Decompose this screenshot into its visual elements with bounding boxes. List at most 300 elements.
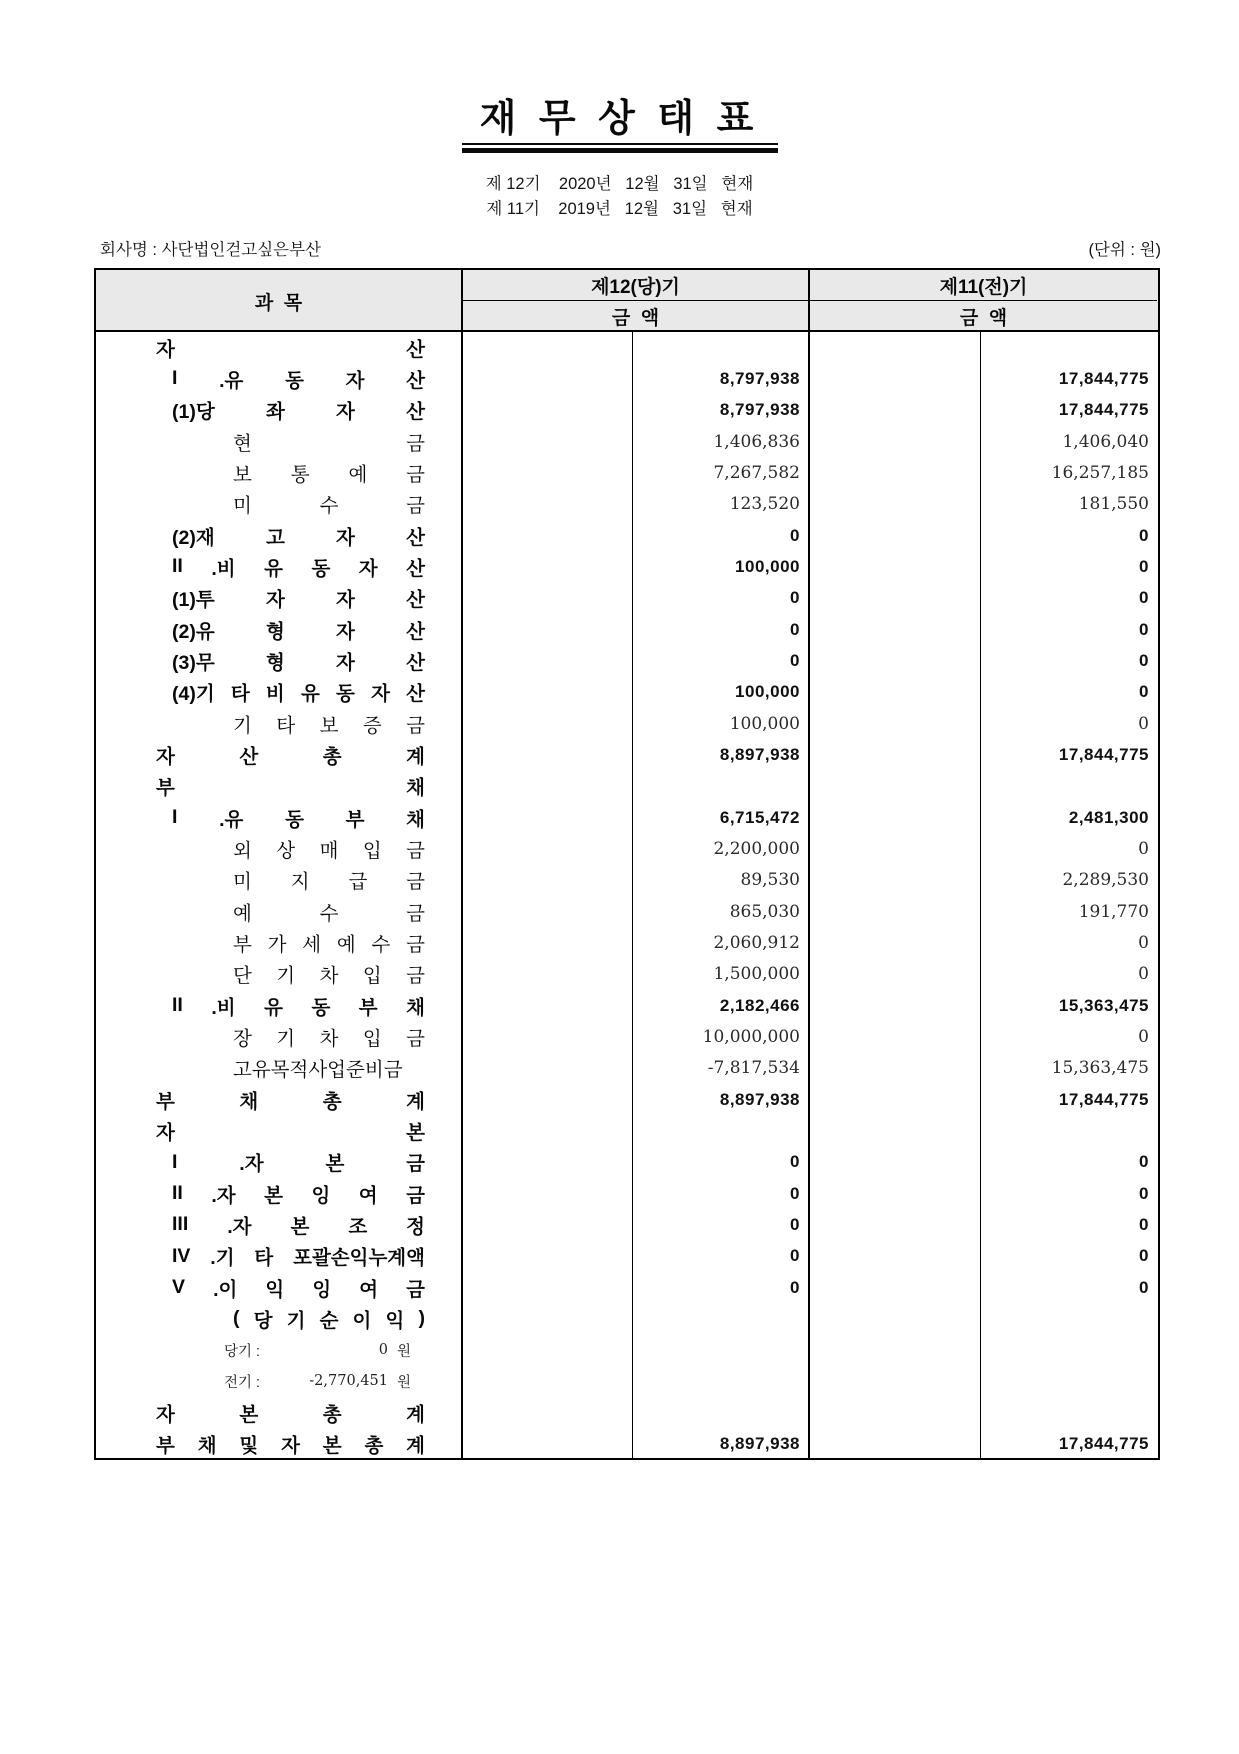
amount-prior [981, 1397, 1157, 1428]
amount-current: 0 [633, 1178, 810, 1209]
spacer-cell-prior [810, 551, 981, 582]
account-cell [96, 551, 463, 582]
spacer-cell-prior [810, 802, 981, 833]
account-token: .비 [211, 996, 236, 1019]
amount-prior: 1,406,040 [1062, 431, 1149, 452]
table-row [96, 1428, 1158, 1459]
account-token: .자 [239, 1153, 264, 1176]
account-token: 예 [348, 463, 368, 486]
account-token: I [172, 367, 178, 390]
account-token: 산 [406, 338, 425, 361]
amount-current: 0 [633, 583, 810, 614]
account-token: 산 [239, 745, 259, 768]
spacer-cell-current [463, 1147, 633, 1178]
title-underline [462, 143, 778, 153]
table-row [96, 1272, 1158, 1303]
account-token: 가 [267, 933, 287, 956]
spacer-cell-current [463, 1053, 633, 1084]
account-token: 입 [362, 839, 382, 862]
amount-current: 100,000 [633, 708, 810, 739]
account-token: (1)투 [172, 589, 215, 612]
table-row [96, 677, 1158, 708]
amount-current: 865,030 [633, 896, 810, 927]
company-name: 회사명 : 사단법인걷고싶은부산 [100, 241, 321, 259]
account-token: 차 [319, 965, 339, 988]
account-cell [96, 927, 463, 958]
spacer-cell-current [463, 990, 633, 1021]
spacer-cell-prior [810, 1053, 981, 1084]
table-row [96, 426, 1158, 457]
spacer-cell-prior [810, 927, 981, 958]
amount-prior: 16,257,185 [1051, 462, 1149, 483]
account-token: 산 [406, 683, 425, 706]
table-row [96, 1241, 1158, 1272]
amount-current: 1,406,836 [633, 426, 810, 457]
amount-current [633, 1397, 810, 1428]
table-row [96, 927, 1158, 958]
amount-current: 0 [633, 1209, 810, 1240]
account-token: 현 [233, 432, 252, 455]
account-token: 자 [336, 526, 355, 549]
period-line-prior: 제 11기 2019년 12월 31일 현재 [486, 200, 753, 218]
amount-prior [981, 1115, 1157, 1146]
account-token: 자 [358, 557, 378, 580]
account-token: 산 [406, 369, 425, 392]
table-row [96, 1303, 1158, 1334]
account-token: 예 [233, 902, 252, 925]
account-token: 채 [197, 1435, 217, 1458]
account-token: 자 [336, 589, 355, 612]
amount-prior: 17,844,775 [1058, 1434, 1149, 1454]
account-token: 부 [156, 1090, 175, 1113]
spacer-cell-prior [810, 865, 981, 896]
spacer-cell-current [463, 708, 633, 739]
spacer-cell-prior [810, 1335, 981, 1366]
amount-current: 0 [633, 1241, 810, 1272]
amount-prior: 0 [1138, 932, 1149, 953]
account-token: 익 [265, 1278, 285, 1301]
amount-prior: 0 [1139, 682, 1149, 702]
account-cell [96, 1084, 463, 1115]
account-token: 부 [358, 996, 378, 1019]
account-token: (2)재 [172, 526, 215, 549]
amount-prior: 15,363,475 [1051, 1058, 1149, 1079]
spacer-cell-current [463, 583, 633, 614]
account-token: 부 [233, 933, 252, 956]
amount-current: 100,000 [633, 677, 810, 708]
account-token: 산 [406, 589, 425, 612]
account-token: 기 [276, 1027, 296, 1050]
amount-current: 8,897,938 [633, 739, 810, 770]
spacer-cell-prior [810, 990, 981, 1021]
table-row [96, 865, 1158, 896]
note-label: 당기 : [224, 1343, 261, 1360]
account-token: 채 [406, 808, 425, 831]
account-cell [96, 1366, 463, 1397]
amount-current: 0 [633, 1147, 810, 1178]
amount-prior: 0 [1139, 619, 1149, 639]
title-underline-thin [462, 143, 778, 145]
amount-prior: 0 [1139, 556, 1149, 576]
spacer-cell-prior [810, 1397, 981, 1428]
account-cell [96, 896, 463, 927]
account-token: 금 [406, 463, 425, 486]
amount-current: 2,060,912 [633, 927, 810, 958]
period-line-current: 제 12기 2020년 12월 31일 현재 [485, 175, 754, 193]
account-token: 조 [348, 1215, 368, 1238]
spacer-cell-current [463, 457, 633, 488]
account-cell [96, 1397, 463, 1428]
amount-prior [981, 1335, 1157, 1366]
account-token: 본 [322, 1435, 342, 1458]
spacer-cell-current [463, 802, 633, 833]
table-row [96, 896, 1158, 927]
account-token: .자 [227, 1215, 252, 1238]
amount-current: 10,000,000 [633, 1021, 810, 1052]
spacer-cell-current [463, 1021, 633, 1052]
amount-current: 7,267,582 [633, 457, 810, 488]
note-amount: 0 [378, 1342, 388, 1359]
amount-current [633, 1303, 810, 1334]
account-token: 계 [406, 1435, 425, 1458]
account-cell [96, 865, 463, 896]
spacer-cell-prior [810, 1115, 981, 1146]
account-cell [96, 1178, 463, 1209]
account-cell [96, 708, 463, 739]
amount-current: 123,520 [633, 489, 810, 520]
account-token: 수 [371, 933, 391, 956]
account-token: (2)유 [172, 620, 215, 643]
table-row [96, 457, 1158, 488]
account-token: 금 [406, 1153, 425, 1176]
account-token: 총 [322, 1090, 342, 1113]
account-token: 통 [290, 463, 310, 486]
account-token: 동 [311, 996, 331, 1019]
spacer-cell-current [463, 771, 633, 802]
account-token: 유 [300, 683, 320, 706]
account-token: ( [233, 1307, 240, 1330]
table-row [96, 363, 1158, 394]
account-token: (4)기 [172, 683, 215, 706]
spacer-cell-current [463, 395, 633, 426]
unit-note: (단위 : 원) [1088, 241, 1161, 259]
header-amount-current: 금 액 [463, 301, 810, 332]
account-token: 단 [233, 965, 252, 988]
spacer-cell-prior [810, 1303, 981, 1334]
account-cell [96, 426, 463, 457]
amount-current: 8,897,938 [633, 1428, 810, 1459]
table-row [96, 739, 1158, 770]
spacer-cell-prior [810, 1021, 981, 1052]
table-row [96, 1084, 1158, 1115]
note-amount: -2,770,451 [309, 1373, 388, 1390]
account-token: .유 [219, 369, 244, 392]
spacer-cell-current [463, 645, 633, 676]
spacer-cell-current [463, 739, 633, 770]
account-token: IV [172, 1244, 191, 1267]
account-token: 부 [156, 777, 175, 800]
account-token: 금 [406, 714, 425, 737]
account-cell [96, 457, 463, 488]
account-token: 금 [406, 1027, 425, 1050]
spacer-cell-current [463, 677, 633, 708]
table-row [96, 645, 1158, 676]
account-token: 기 [276, 965, 296, 988]
account-cell [96, 332, 463, 363]
account-token: 유 [264, 557, 283, 580]
account-token: 본 [325, 1153, 345, 1176]
spacer-cell-current [463, 833, 633, 864]
account-token: 산 [406, 557, 425, 580]
spacer-cell-current [463, 1241, 633, 1272]
amount-current: -7,817,534 [633, 1053, 810, 1084]
account-token: 금 [406, 432, 425, 455]
account-token: .기 [210, 1247, 235, 1270]
account-cell [96, 1115, 463, 1146]
account-token: 정 [406, 1215, 425, 1238]
table-row [96, 1209, 1158, 1240]
account-token: 자 [156, 1121, 175, 1144]
account-token: .자 [211, 1184, 236, 1207]
amount-current [633, 1335, 810, 1366]
account-token: 타 [276, 714, 296, 737]
account-token: 급 [348, 871, 368, 894]
account-token: 금 [406, 871, 425, 894]
spacer-cell-prior [810, 1428, 981, 1459]
spacer-cell-current [463, 332, 633, 363]
account-token: 미 [233, 495, 252, 518]
account-token: 상 [276, 839, 296, 862]
account-cell [96, 1303, 463, 1334]
account-token: 채 [239, 1090, 259, 1113]
account-cell [96, 739, 463, 770]
amount-current: 1,500,000 [633, 959, 810, 990]
amount-prior: 0 [1139, 1183, 1149, 1203]
account-token: 당 [253, 1309, 273, 1332]
account-cell [96, 802, 463, 833]
table-row [96, 614, 1158, 645]
table-row [96, 1147, 1158, 1178]
account-token: 수 [319, 495, 339, 518]
amount-current: 8,797,938 [633, 395, 810, 426]
account-cell [96, 363, 463, 394]
account-cell [96, 1428, 463, 1459]
account-token: I [172, 806, 178, 829]
account-cell [96, 1147, 463, 1178]
table-row [96, 1397, 1158, 1428]
header-current-period: 제12(당)기 [463, 270, 810, 301]
spacer-cell-current [463, 927, 633, 958]
amount-prior: 17,844,775 [1058, 400, 1149, 420]
table-row [96, 520, 1158, 551]
account-token: 금 [406, 839, 425, 862]
account-token: 자 [281, 1435, 300, 1458]
spacer-cell-current [463, 363, 633, 394]
table-row [96, 1115, 1158, 1146]
table-row [96, 1366, 1158, 1397]
amount-prior: 2,481,300 [1068, 807, 1149, 827]
spacer-cell-current [463, 1178, 633, 1209]
account-token: 이 [352, 1309, 372, 1332]
account-token: 동 [285, 369, 304, 392]
account-token: 보 [319, 714, 339, 737]
account-cell [96, 583, 463, 614]
account-token: 자 [156, 1403, 175, 1426]
spacer-cell-prior [810, 614, 981, 645]
table-body [96, 332, 1158, 1460]
amount-prior: 0 [1139, 1152, 1149, 1172]
table-row [96, 583, 1158, 614]
amount-prior: 0 [1138, 713, 1149, 734]
account-token: 금 [406, 1278, 425, 1301]
amount-current: 6,715,472 [633, 802, 810, 833]
spacer-cell-current [463, 520, 633, 551]
account-cell [96, 1335, 463, 1366]
account-token: 좌 [265, 401, 285, 424]
spacer-cell-current [463, 1428, 633, 1459]
title-block [0, 96, 1239, 153]
note-unit: 원 [396, 1374, 411, 1391]
account-token: 수 [319, 902, 339, 925]
spacer-cell-current [463, 959, 633, 990]
account-token: (1)당 [172, 401, 215, 424]
spacer-cell-prior [810, 896, 981, 927]
amount-current: 0 [633, 645, 810, 676]
company-row [100, 239, 1161, 261]
spacer-cell-prior [810, 771, 981, 802]
account-token: 산 [406, 620, 425, 643]
spacer-cell-current [463, 1303, 633, 1334]
account-token: 동 [285, 808, 304, 831]
account-cell [96, 833, 463, 864]
amount-current: 0 [633, 1272, 810, 1303]
spacer-cell-prior [810, 583, 981, 614]
spacer-cell-current [463, 1272, 633, 1303]
amount-prior [981, 332, 1157, 363]
account-token: III [172, 1213, 189, 1236]
amount-current: 8,797,938 [633, 363, 810, 394]
amount-current: 0 [633, 614, 810, 645]
amount-prior: 0 [1139, 588, 1149, 608]
account-token: 타 [230, 683, 250, 706]
account-token: 계 [406, 1090, 425, 1113]
account-token: 유 [264, 996, 283, 1019]
table-header [96, 270, 1158, 332]
table-row [96, 1021, 1158, 1052]
spacer-cell-prior [810, 1366, 981, 1397]
account-token: 기 [286, 1309, 306, 1332]
account-token: 자 [336, 620, 355, 643]
spacer-cell-current [463, 1115, 633, 1146]
account-token: II [172, 555, 183, 578]
account-token: 비 [265, 683, 285, 706]
amount-prior [981, 1366, 1157, 1397]
table-row [96, 802, 1158, 833]
amount-prior: 0 [1139, 1214, 1149, 1234]
account-token: II [172, 994, 183, 1017]
spacer-cell-current [463, 1366, 633, 1397]
account-token: 잉 [312, 1278, 332, 1301]
account-token: 동 [311, 557, 331, 580]
account-token: 계 [406, 1403, 425, 1426]
spacer-cell-current [463, 551, 633, 582]
account-token: 지 [290, 871, 310, 894]
account-token: ) [418, 1307, 425, 1330]
account-cell [96, 645, 463, 676]
spacer-cell-current [463, 865, 633, 896]
spacer-cell-current [463, 614, 633, 645]
account-token: 입 [362, 1027, 382, 1050]
amount-current: 8,897,938 [633, 1084, 810, 1115]
account-token: 산 [406, 526, 425, 549]
account-token: 고유목적사업준비금 [233, 1059, 403, 1082]
account-token: 미 [233, 871, 252, 894]
amount-prior: 0 [1138, 964, 1149, 985]
account-token: 총 [322, 745, 342, 768]
account-cell [96, 1272, 463, 1303]
account-token: 자 [336, 401, 355, 424]
account-token: 자 [336, 651, 355, 674]
account-token: .이 [213, 1278, 238, 1301]
table-row [96, 708, 1158, 739]
account-token: 금 [406, 902, 425, 925]
account-token: 잉 [311, 1184, 331, 1207]
spacer-cell-current [463, 1084, 633, 1115]
page-title: 재 무 상 태 표 [479, 98, 760, 140]
table-row [96, 1335, 1158, 1366]
amount-current [633, 1115, 810, 1146]
spacer-cell-prior [810, 1084, 981, 1115]
account-token: 동 [336, 683, 355, 706]
amount-prior: 181,550 [1078, 494, 1149, 515]
header-prior-period: 제11(전)기 [810, 270, 1157, 301]
account-token: II [172, 1182, 183, 1205]
account-token: 자 [371, 683, 390, 706]
spacer-cell-prior [810, 645, 981, 676]
spacer-cell-prior [810, 395, 981, 426]
account-cell [96, 990, 463, 1021]
account-token: (3)무 [172, 651, 215, 674]
account-cell [96, 520, 463, 551]
account-cell [96, 1053, 463, 1084]
amount-prior: 15,363,475 [1058, 995, 1149, 1015]
account-token: 형 [265, 620, 285, 643]
account-token: 부 [156, 1435, 175, 1458]
account-token: 산 [406, 651, 425, 674]
spacer-cell-current [463, 896, 633, 927]
account-token: 채 [406, 777, 425, 800]
account-token: 산 [406, 401, 425, 424]
spacer-cell-prior [810, 332, 981, 363]
spacer-cell-current [463, 489, 633, 520]
account-token: V [172, 1276, 186, 1298]
amount-prior [981, 1303, 1157, 1334]
amount-prior: 2,289,530 [1062, 870, 1149, 891]
account-cell [96, 677, 463, 708]
spacer-cell-current [463, 1335, 633, 1366]
header-amount-prior: 금 액 [959, 308, 1008, 329]
table-row [96, 551, 1158, 582]
spacer-cell-prior [810, 1241, 981, 1272]
amount-current [633, 771, 810, 802]
account-token: 타 [254, 1247, 274, 1270]
table-row [96, 959, 1158, 990]
amount-prior: 0 [1139, 650, 1149, 670]
amount-prior: 17,844,775 [1058, 1089, 1149, 1109]
account-token: 채 [406, 996, 425, 1019]
spacer-cell-prior [810, 363, 981, 394]
amount-prior [981, 771, 1157, 802]
